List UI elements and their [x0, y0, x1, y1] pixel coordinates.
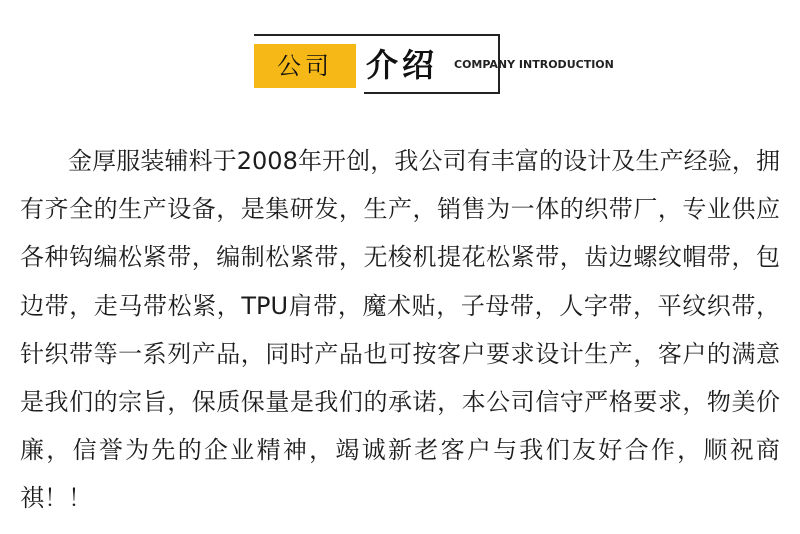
header-frame-bottom-line: [364, 92, 500, 94]
header-frame-top-line: [254, 34, 500, 36]
page-title: 介绍: [366, 46, 439, 84]
page-subtitle: COMPANY INTRODUCTION: [454, 58, 614, 71]
company-intro-paragraph: 金厚服装辅料于2008年开创，我公司有丰富的设计及生产经验，拥有齐全的生产设备，是集研发，生产，销售为一体的织带厂，专业供应各种钩编松紧带，编制松紧带，无梭机提花松紧带，齿边螺纹帽带，包边带，走马带松紧，TPU肩带，魔术贴，子母带，人字带，平纹织带，针织带等一系列产品，同时产品也可按客户要求设计生产，客户的满意是我们的宗旨，保质保量是我们的承诺，本公司信守严格要求，物美价廉，信誉为先的企业精神，竭诚新老客户与我们友好合作，顺祝商祺！！: [20, 147, 780, 513]
section-header: [254, 34, 614, 94]
header-badge: 公司: [254, 44, 356, 88]
